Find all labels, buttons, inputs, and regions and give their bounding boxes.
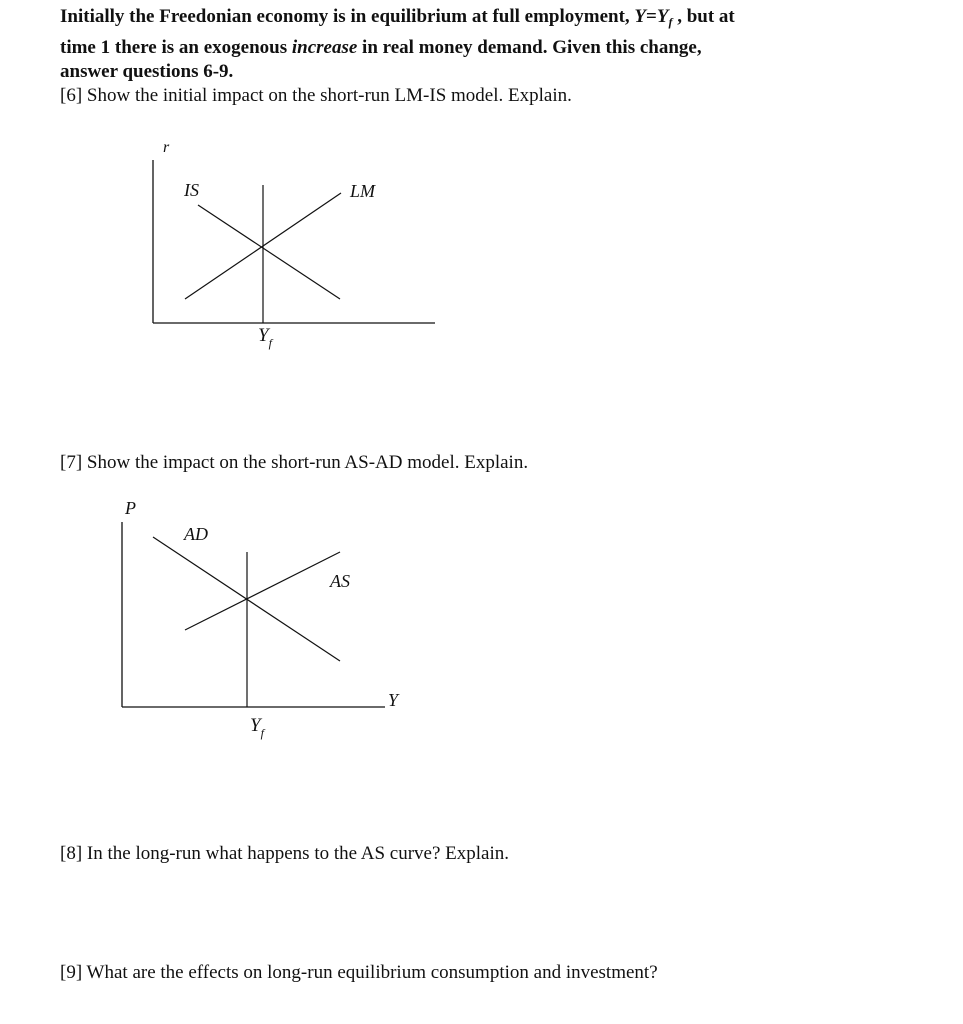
lmis-r-label: r xyxy=(163,139,170,156)
lmis-diagram xyxy=(153,139,435,350)
lmis-yf-label: $Y_f$ xyxy=(258,325,272,350)
ad-label: AD xyxy=(184,524,208,544)
question-9: [9] What are the effects on long-run equilibrium consumption and investment? xyxy=(60,962,658,983)
asad-p-label: P xyxy=(125,498,136,518)
asad-yf-label: $Y_f$ xyxy=(250,715,264,740)
as-curve xyxy=(185,552,340,630)
is-curve xyxy=(198,205,340,299)
asad-diagram xyxy=(122,498,400,740)
as-label: AS xyxy=(330,571,350,591)
asad-y-label: Y xyxy=(388,690,399,710)
lm-label: LM xyxy=(350,181,376,201)
intro-line-3: answer questions 6-9. xyxy=(60,61,234,82)
is-label: IS xyxy=(184,180,199,200)
intro-line-1: Initially the Freedonian economy is in equilibrium at full employment, $Y=Y_f$ , but at xyxy=(60,6,735,29)
question-7: [7] Show the impact on the short-run AS-AD model. Explain. xyxy=(60,452,529,473)
intro-line-2: time 1 there is an exogenous increase in real money demand. Given this change, xyxy=(60,37,702,58)
question-8: [8] In the long-run what happens to the AS curve? Explain. xyxy=(60,843,510,864)
question-6: [6] Show the initial impact on the short-run LM-IS model. Explain. xyxy=(60,85,572,106)
